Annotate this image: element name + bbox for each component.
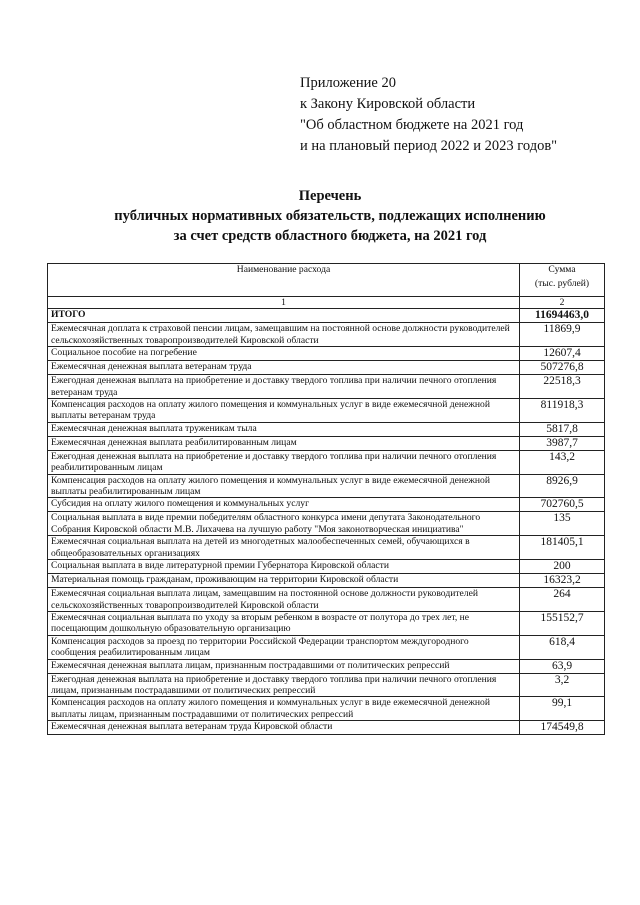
expense-name: Ежемесячная денежная выплата реабилитированным лицам [48, 436, 520, 450]
appendix-line-3: "Об областном бюджете на 2021 год [300, 117, 524, 133]
title-line-2: публичных нормативных обязательств, подлежащих исполнению [114, 208, 546, 224]
expense-name: Ежемесячная социальная выплата лицам, замещавшим на постоянной основе должности руководителей сельскохозяйственных товаропроизводителей Кировской области [48, 588, 520, 612]
expense-amount: 135 [520, 512, 605, 536]
column-number-1: 1 [48, 297, 520, 309]
table-row [48, 611, 605, 635]
table-row [48, 512, 605, 536]
expense-amount: 11869,9 [520, 323, 605, 347]
total-label: ИТОГО [48, 309, 520, 323]
table-row [48, 697, 605, 721]
expense-name: Социальная выплата в виде премии победителям областного конкурса имени депутата Законодательного Собрания Кировской области М.В. Лихачева на лучшую работу "Моя законотворческая инициатива" [48, 512, 520, 536]
table-row [48, 361, 605, 375]
table-header-row [48, 264, 605, 297]
table-row [48, 536, 605, 560]
expense-amount: 63,9 [520, 659, 605, 673]
table-row [48, 347, 605, 361]
expense-amount: 811918,3 [520, 399, 605, 423]
expense-name: Ежемесячная денежная выплата труженикам тыла [48, 422, 520, 436]
expense-amount: 143,2 [520, 450, 605, 474]
expense-name: Социальная выплата в виде литературной премии Губернатора Кировской области [48, 560, 520, 574]
table-row [48, 436, 605, 450]
expense-name: Компенсация расходов на оплату жилого помещения и коммунальных услуг в виде ежемесячной денежной выплаты реабилитированным лицам [48, 474, 520, 498]
expense-name: Ежегодная денежная выплата на приобретение и доставку твердого топлива при наличии печного отопления реабилитированным лицам [48, 450, 520, 474]
expense-amount: 3987,7 [520, 436, 605, 450]
total-row [48, 309, 605, 323]
title-line-1: Перечень [298, 188, 362, 204]
expense-name: Ежемесячная социальная выплата по уходу за вторым ребенком в возрасте от полутора до трех лет, не посещающим дошкольную образовательную организацию [48, 611, 520, 635]
appendix-line-1: Приложение 20 [300, 75, 396, 91]
column-number-2: 2 [520, 297, 605, 309]
document-title [40, 186, 620, 246]
table-row [48, 659, 605, 673]
expense-amount: 702760,5 [520, 498, 605, 512]
expense-amount: 155152,7 [520, 611, 605, 635]
total-amount: 11694463,0 [520, 309, 605, 323]
expense-amount: 181405,1 [520, 536, 605, 560]
expense-amount: 12607,4 [520, 347, 605, 361]
appendix-header [300, 73, 620, 157]
expense-name: Материальная помощь гражданам, проживающим на территории Кировской области [48, 574, 520, 588]
header-name-cell: Наименование расхода [48, 264, 520, 297]
appendix-line-2: к Закону Кировской области [300, 96, 476, 112]
expense-amount: 5817,8 [520, 422, 605, 436]
table-row [48, 560, 605, 574]
expense-amount: 22518,3 [520, 375, 605, 399]
expense-name: Ежегодная денежная выплата на приобретение и доставку твердого топлива при наличии печного отопления ветеранам труда [48, 375, 520, 399]
expense-amount: 8926,9 [520, 474, 605, 498]
obligations-table [47, 263, 605, 735]
table-row [48, 588, 605, 612]
expense-name: Социальное пособие на погребение [48, 347, 520, 361]
expense-amount: 507276,8 [520, 361, 605, 375]
table-row [48, 399, 605, 423]
expense-amount: 3,2 [520, 673, 605, 697]
expense-name: Ежегодная денежная выплата на приобретение и доставку твердого топлива при наличии печного отопления лицам, признанным пострадавшими от политических репрессий [48, 673, 520, 697]
table-row [48, 673, 605, 697]
expense-amount: 618,4 [520, 635, 605, 659]
header-amount-line-1: Сумма [548, 264, 576, 275]
table-row [48, 323, 605, 347]
header-amount-line-2: (тыс. рублей) [534, 278, 590, 290]
expense-amount: 99,1 [520, 697, 605, 721]
expense-amount: 174549,8 [520, 721, 605, 735]
expense-amount: 264 [520, 588, 605, 612]
table-row [48, 574, 605, 588]
table-row [48, 474, 605, 498]
header-amount-cell [520, 264, 605, 297]
appendix-line-4: и на плановый период 2022 и 2023 годов" [300, 138, 558, 154]
table-row [48, 635, 605, 659]
expense-name: Компенсация расходов на оплату жилого помещения и коммунальных услуг в виде ежемесячной денежной выплаты лицам, признанным пострадавшими от политических репрессий [48, 697, 520, 721]
table-row [48, 721, 605, 735]
expense-name: Ежемесячная денежная выплата ветеранам труда Кировской области [48, 721, 520, 735]
table-row [48, 422, 605, 436]
table-row [48, 450, 605, 474]
expense-name: Компенсация расходов на оплату жилого помещения и коммунальных услуг в виде ежемесячной денежной выплаты ветеранам труда [48, 399, 520, 423]
table-row [48, 498, 605, 512]
table-row [48, 375, 605, 399]
expense-name: Субсидия на оплату жилого помещения и коммунальных услуг [48, 498, 520, 512]
expense-amount: 200 [520, 560, 605, 574]
expense-name: Ежемесячная социальная выплата на детей из многодетных малообеспеченных семей, обучающихся в общеобразовательных организациях [48, 536, 520, 560]
title-line-3: за счет средств областного бюджета, на 2021 год [173, 228, 487, 244]
expense-name: Ежемесячная доплата к страховой пенсии лицам, замещавшим на постоянной основе должности руководителей сельскохозяйственных товаропроизводителей Кировской области [48, 323, 520, 347]
expense-name: Ежемесячная денежная выплата ветеранам труда [48, 361, 520, 375]
expense-name: Компенсация расходов за проезд по территории Российской Федерации транспортом междугородного сообщения реабилитированным лицам [48, 635, 520, 659]
expense-amount: 16323,2 [520, 574, 605, 588]
column-number-row [48, 297, 605, 309]
expense-name: Ежемесячная денежная выплата лицам, признанным пострадавшими от политических репрессий [48, 659, 520, 673]
